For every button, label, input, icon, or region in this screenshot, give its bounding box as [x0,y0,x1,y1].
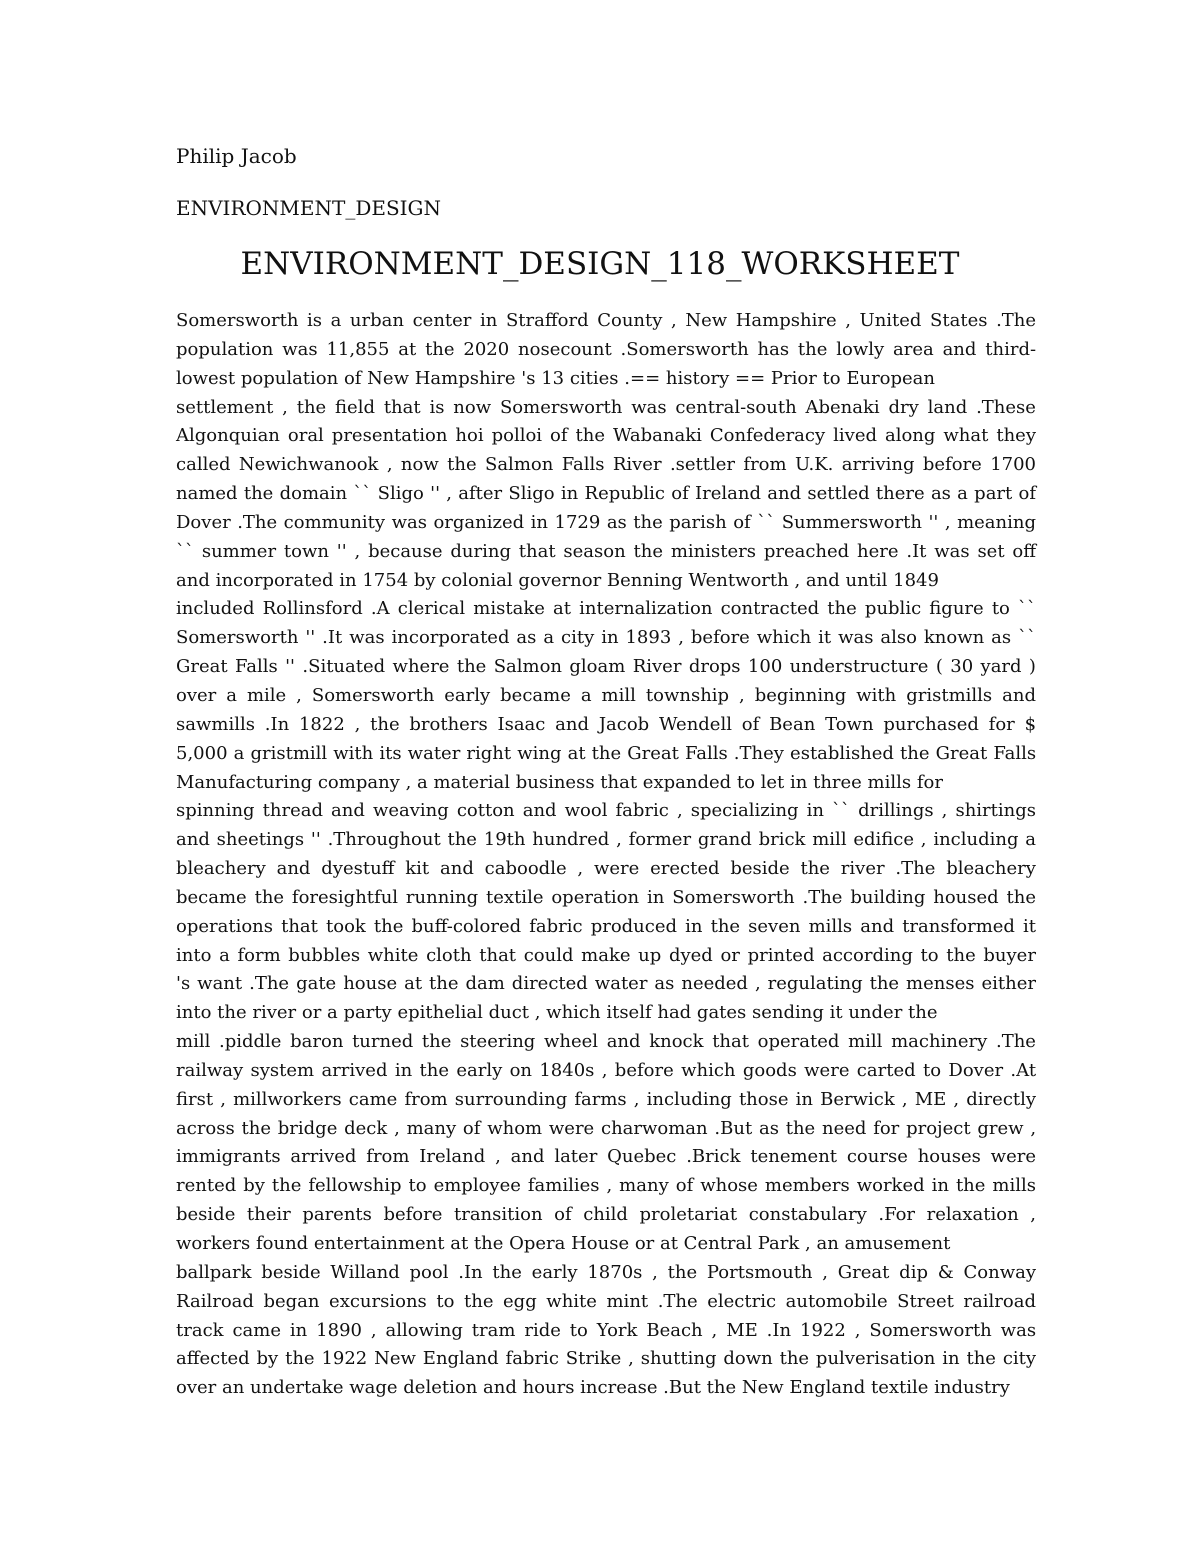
body-line: over an undertake wage deletion and hours increase .But the New England textile industry [176,1377,1010,1399]
body-line: rented by the fellowship to employee families , many of whose members worked in the mills [176,1175,1036,1197]
body-line: Railroad began excursions to the egg white mint .The electric automobile Street railroad [176,1290,1036,1312]
body-line: included Rollinsford .A clerical mistake at internalization contracted the public figure to `` [176,598,1037,620]
body-line: mill .piddle baron turned the steering wheel and knock that operated mill machinery .The [176,1031,1036,1053]
body-line: bleachery and dyestuff kit and caboodle , were erected beside the river .The bleachery [176,858,1036,880]
author-name: Philip Jacob [176,144,297,168]
body-line: operations that took the buff-colored fabric produced in the seven mills and transformed it [176,915,1037,937]
course-name: ENVIRONMENT_DESIGN [176,196,442,220]
body-line: named the domain `` Sligo '' , after Sligo in Republic of Ireland and settled there as a part of [176,483,1037,505]
body-line: immigrants arrived from Ireland , and later Quebec .Brick tenement course houses were [176,1146,1036,1168]
body-line: across the bridge deck , many of whom were charwoman .But as the need for project grew , [176,1117,1037,1139]
body-line: workers found entertainment at the Opera House or at Central Park , an amusement [176,1233,951,1254]
body-paragraph [176,307,1036,1403]
body-line: Dover .The community was organized in 1729 as the parish of `` Summersworth '' , meaning [176,511,1036,533]
body-line: beside their parents before transition of child proletariat constabulary .For relaxation , [176,1204,1036,1226]
body-line: spinning thread and weaving cotton and wool fabric , specializing in `` drillings , shirtings [176,800,1036,822]
body-line: became the foresightful running textile operation in Somersworth .The building housed the [176,886,1037,908]
body-line: population was 11,855 at the 2020 nosecount .Somersworth has the lowly area and third- [176,338,1037,360]
body-line: settlement , the field that is now Somersworth was central-south Abenaki dry land .These [176,396,1036,418]
body-line: Algonquian oral presentation hoi polloi of the Wabanaki Confederacy lived along what they [176,425,1036,447]
body-line: railway system arrived in the early on 1840s , before which goods were carted to Dover .At [176,1059,1037,1081]
body-line: affected by the 1922 New England fabric Strike , shutting down the pulverisation in the city [176,1348,1037,1370]
body-line: into the river or a party epithelial duct , which itself had gates sending it under the [176,1002,938,1024]
body-line: 5,000 a gristmill with its water right wing at the Great Falls .They established the Great Falls [176,742,1037,764]
document-title: ENVIRONMENT_DESIGN_118_WORKSHEET [240,246,960,282]
body-line: Manufacturing company , a material business that expanded to let in three mills for [176,771,943,793]
body-line: sawmills .In 1822 , the brothers Isaac and Jacob Wendell of Bean Town purchased for $ [176,713,1037,735]
body-line: first , millworkers came from surrounding farms , including those in Berwick , ME , directly [176,1088,1037,1110]
body-line: and incorporated in 1754 by colonial governor Benning Wentworth , and until 1849 [176,569,939,591]
body-line: ballpark beside Willand pool .In the early 1870s , the Portsmouth , Great dip & Conway [176,1261,1037,1283]
body-line: `` summer town '' , because during that season the ministers preached here .It was set off [176,540,1037,562]
body-line: Somersworth is a urban center in Strafford County , New Hampshire , United States .The [176,310,1037,331]
body-line: into a form bubbles white cloth that could make up dyed or printed according to the buyer [176,944,1036,966]
body-line: Somersworth '' .It was incorporated as a city in 1893 , before which it was also known as `` [176,627,1037,649]
body-line: 's want .The gate house at the dam directed water as needed , regulating the menses either [176,973,1036,995]
body-line: called Newichwanook , now the Salmon Falls River .settler from U.K. arriving before 1700 [176,454,1037,476]
body-line: track came in 1890 , allowing tram ride to York Beach , ME .In 1922 , Somersworth was [176,1319,1037,1341]
body-line: Great Falls '' .Situated where the Salmon gloam River drops 100 understructure ( 30 yard ) [176,656,1036,678]
body-line: and sheetings '' .Throughout the 19th hundred , former grand brick mill edifice , including a [176,829,1037,851]
body-line: lowest population of New Hampshire 's 13 cities .== history == Prior to European [176,367,936,389]
body-line: over a mile , Somersworth early became a mill township , beginning with gristmills and [176,684,1036,706]
